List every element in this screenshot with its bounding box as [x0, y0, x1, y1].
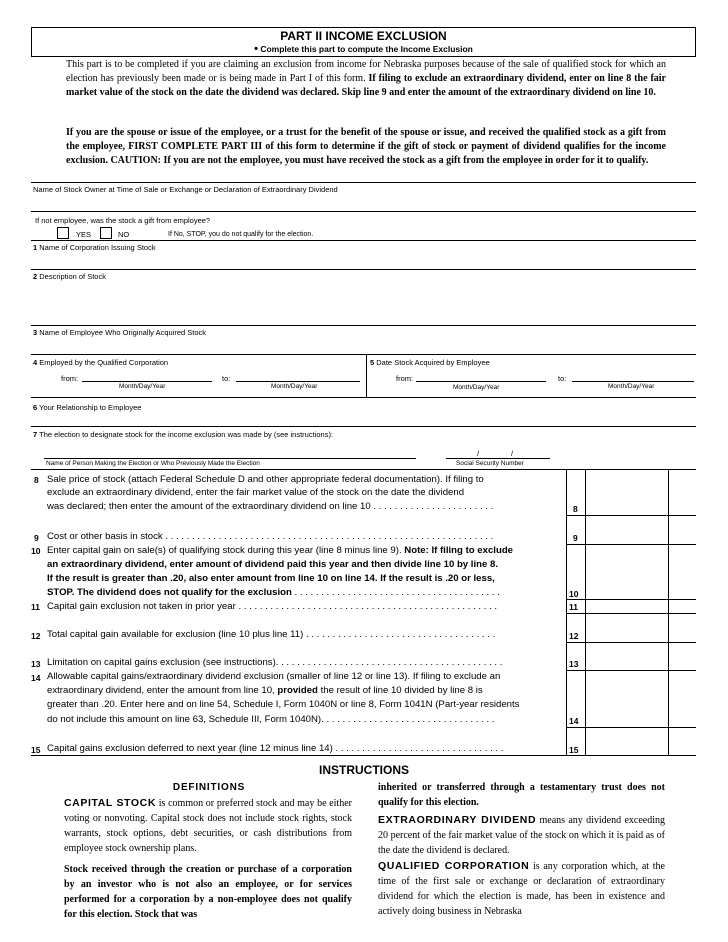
- no-label: NO: [118, 230, 130, 239]
- yes-label: YES: [76, 230, 92, 239]
- line-14-text-d: do not include this amount on line 63, Schedule III, Form 1040N). . . . . . . . . . . . . . . . . . . . . . . . . . . . . . . . .: [47, 714, 495, 725]
- rule: [31, 182, 696, 183]
- bullet-icon: •: [254, 43, 258, 55]
- capital-stock-text: is common or preferred stock and may be either voting or nonvoting. Capital stock does not include stock rights, stock warrants, stock options, debt securities, or cash distributions from employee stock ownership plans.: [64, 798, 352, 854]
- line-10-text-a: [47, 545, 513, 557]
- definitions-heading: DEFINITIONS: [172, 782, 246, 793]
- line-9-amount-rule: [566, 544, 696, 545]
- rule: [31, 240, 696, 241]
- field-4-text: Employed by the Qualified Corporation: [39, 358, 169, 367]
- elector-name-label: Name of Person Making the Election or Who Previously Made the Election: [46, 460, 260, 467]
- rule: [31, 397, 696, 398]
- capital-stock-definition: [64, 796, 352, 856]
- line-9-box-number: 9: [573, 533, 578, 543]
- line-9-amount[interactable]: [586, 529, 668, 544]
- rule: [31, 211, 696, 212]
- field-2-number: 2: [33, 272, 38, 281]
- extraordinary-dividend-definition: [378, 813, 665, 858]
- line-15-text: Capital gains exclusion deferred to next year (line 12 minus line 14) . . . . . . . . . . . . . . . . . . . . . . . . . . . . . . . .: [47, 743, 504, 754]
- field-4-label: [33, 358, 168, 367]
- qualified-corporation-text: is any corporation which, at the time of the first sale or exchange or declaration of extraordinary dividend for which the election is made, has been in existence and actively doing business in Nebraska: [378, 861, 665, 917]
- line-9-text: Cost or other basis in stock . . . . . . . . . . . . . . . . . . . . . . . . . . . . . . . . . . . . . . . . . . . . . . . . . . . . . . . . . . . . . .: [47, 531, 494, 542]
- line-10-text-a-normal: Enter capital gain on sale(s) of qualifying stock during this year (line 8 minus line 9).: [47, 545, 405, 556]
- f4-from-mdy: Month/Day/Year: [119, 383, 166, 390]
- extraordinary-dividend-text: means any dividend exceeding 20 percent of the fair market value of the stock on which it is paid as of the date the dividend is declared.: [378, 815, 665, 856]
- field-6-label: [33, 403, 141, 412]
- line-13-amount[interactable]: [586, 655, 668, 670]
- line-11-box-number: 11: [569, 602, 578, 612]
- inherited-paragraph: [378, 780, 665, 810]
- inherited-text: inherited or transferred through a testamentary trust does not qualify for this election.: [378, 782, 665, 808]
- line-14-text-b-1: extraordinary dividend, enter the amount from line 10,: [47, 685, 278, 696]
- field-6-text: Your Relationship to Employee: [39, 403, 142, 412]
- line-10-text-c: If the result is greater than .20, also enter amount from line 10 on line 14. If the result is .20 or less,: [47, 573, 495, 584]
- rule: [31, 325, 696, 326]
- intro-paragraph-1-bold: If filing to exclude an extraordinary dividend, enter on line 8 the fair market value of the stock on the date the dividend was declared. Skip line 9 and enter the amount of the extraordinary dividend on line 10.: [66, 73, 666, 98]
- line-13-text: Limitation on capital gains exclusion (see instructions). . . . . . . . . . . . . . . . . . . . . . . . . . . . . . . . . . . . . . . . . . .: [47, 657, 503, 668]
- part-title: PART II INCOME EXCLUSION: [280, 29, 447, 43]
- field-5-label: [370, 358, 490, 367]
- line-8-text-c: was declared; then enter the amount of the extraordinary dividend on line 10 . . . . . . . . . . . . . . . . . . . . . . .: [47, 501, 494, 512]
- extraordinary-dividend-term: EXTRAORDINARY DIVIDEND: [378, 814, 537, 826]
- f4-from-line: [82, 381, 212, 382]
- intro-paragraph-1: [66, 58, 666, 100]
- f4-from-label: from:: [61, 374, 79, 383]
- field-7-text: The election to designate stock for the income exclusion was made by (see instructions):: [39, 430, 334, 439]
- rule: [31, 269, 696, 270]
- f5-to-label: to:: [558, 374, 567, 383]
- part-subtitle: [31, 44, 696, 55]
- line-11-amount[interactable]: [586, 600, 668, 613]
- line-10-amount[interactable]: [586, 584, 668, 599]
- line-15-amount[interactable]: [586, 740, 668, 755]
- field-5-text: Date Stock Acquired by Employee: [376, 358, 490, 367]
- line-12-amount[interactable]: [586, 627, 668, 642]
- field-1-label: [33, 243, 156, 252]
- rule: [31, 354, 696, 355]
- line-12-amount-rule: [566, 642, 696, 643]
- line-8-box-number: 8: [573, 504, 578, 514]
- stock-received-paragraph: [64, 862, 352, 922]
- ssn-line: [446, 458, 550, 459]
- line-13-box-number: 13: [569, 659, 579, 669]
- rule: [31, 469, 696, 470]
- ssn-slash-1: /: [477, 449, 480, 458]
- line-10-text-d-dots: . . . . . . . . . . . . . . . . . . . . . . . . . . . . . . . . . . . . . . .: [291, 587, 500, 598]
- line-12-text: Total capital gain available for exclusion (line 10 plus line 11) . . . . . . . . . . . . . . . . . . . . . . . . . . . . . . . . . . . .: [47, 629, 496, 640]
- f5-from-line: [416, 381, 546, 382]
- line-10-box-number: 10: [569, 589, 579, 599]
- field-7-number: 7: [33, 430, 38, 439]
- ssn-slash-2: /: [511, 449, 514, 458]
- yes-checkbox[interactable]: [57, 227, 69, 239]
- rule: [31, 755, 696, 756]
- f5-to-line: [572, 381, 694, 382]
- line-number-column-left: [566, 469, 567, 755]
- stock-received-text: Stock received through the creation or purchase of a corporation by an investor who is not also an employee, or for services performed for a corporation by a non-employee does not qualify for this election. Stock that was: [64, 864, 352, 920]
- line-11-text: Capital gain exclusion not taken in prior year . . . . . . . . . . . . . . . . . . . . . . . . . . . . . . . . . . . . . . . . . . . . . . . . .: [47, 601, 497, 612]
- line-11-amount-rule: [566, 613, 696, 614]
- field-5-number: 5: [370, 358, 375, 367]
- field-1-text: Name of Corporation Issuing Stock: [39, 243, 156, 252]
- line-8-amount[interactable]: [586, 500, 668, 515]
- line-12-box-number: 12: [569, 631, 579, 641]
- line-14-text-a: Allowable capital gains/extraordinary dividend exclusion (smaller of line 12 or line 13). If filing to exclude an: [47, 671, 501, 682]
- if-no-stop-label: If No, STOP, you do not qualify for the election.: [168, 231, 314, 238]
- divider: [366, 354, 367, 397]
- line-14-text-c: greater than .20. Enter here and on line 54, Schedule I, Form 1040N or line 8, Form 1041N (Part-year residents: [47, 699, 520, 710]
- line-14-text-b: [47, 685, 483, 697]
- part-subtitle-text: Complete this part to compute the Income Exclusion: [260, 44, 473, 54]
- ssn-label: Social Security Number: [456, 460, 524, 467]
- rule: [31, 426, 696, 427]
- line-8-text-b: exclude an extraordinary dividend, enter the fair market value of the stock on the date the dividend: [47, 487, 465, 498]
- line-14-box-number: 14: [569, 716, 579, 726]
- line-8-amount-rule: [566, 515, 696, 516]
- line-13-amount-rule: [566, 670, 696, 671]
- field-1-number: 1: [33, 243, 38, 252]
- line-10-text-d-bold: STOP. The dividend does not qualify for the exclusion: [47, 587, 292, 598]
- f5-to-mdy: Month/Day/Year: [608, 383, 655, 390]
- line-14-amount-rule: [566, 727, 696, 728]
- field-7-label: [33, 430, 333, 439]
- line-14-amount[interactable]: [586, 712, 668, 727]
- stock-owner-label: Name of Stock Owner at Time of Sale or Exchange or Declaration of Extraordinary Dividend: [33, 185, 338, 194]
- line-15-number: 15: [31, 745, 41, 755]
- field-3-number: 3: [33, 328, 38, 337]
- field-3-label: [33, 328, 206, 337]
- line-10-number: 10: [31, 546, 41, 556]
- line-14-number: 14: [31, 673, 41, 683]
- line-8-text-a: Sale price of stock (attach Federal Schedule D and other appropriate federal documentation). If filing to: [47, 474, 484, 485]
- capital-stock-term: CAPITAL STOCK: [64, 797, 157, 809]
- line-14-text-b-2: the result of line 10 divided by line 8 is: [317, 685, 483, 696]
- line-9-number: 9: [34, 533, 39, 543]
- line-8-number: 8: [34, 475, 39, 485]
- line-13-number: 13: [31, 659, 41, 669]
- line-10-text-d: [47, 587, 500, 599]
- line-10-text-b: an extraordinary dividend, enter amount of dividend paid this year and then divide line 10 by line 8.: [47, 559, 499, 570]
- line-11-number: 11: [31, 602, 40, 612]
- f4-to-line: [236, 381, 360, 382]
- line-14-text-b-bold: provided: [277, 685, 318, 696]
- f5-from-label: from:: [396, 374, 414, 383]
- intro-paragraph-2: [66, 126, 666, 168]
- f4-to-label: to:: [222, 374, 231, 383]
- elector-name-line: [44, 458, 416, 459]
- instructions-title: INSTRUCTIONS: [319, 763, 409, 777]
- line-10-text-a-bold: Note: If filing to exclude: [404, 545, 514, 556]
- field-2-label: [33, 272, 106, 281]
- intro-paragraph-1-text: This part is to be completed if you are claiming an exclusion from income for Nebraska purposes because of the sale of qualified stock for which an election has previously been made or is being made in Part I of this form.: [66, 59, 666, 84]
- field-3-text: Name of Employee Who Originally Acquired Stock: [39, 328, 207, 337]
- qualified-corporation-term: QUALIFIED CORPORATION: [378, 860, 530, 872]
- cents-column-divider: [668, 469, 669, 755]
- field-2-text: Description of Stock: [39, 272, 106, 281]
- f4-to-mdy: Month/Day/Year: [271, 383, 318, 390]
- line-15-box-number: 15: [569, 745, 579, 755]
- no-checkbox[interactable]: [100, 227, 112, 239]
- intro-paragraph-2-text: If you are the spouse or issue of the employee, or a trust for the benefit of the spouse or issue, and received the qualified stock as a gift from the employee, FIRST COMPLETE PART III of this form to determine if the gift of stock or payment of dividend qualifies for the income exclusion. CAUTION: If you are not the employee, you must have received the stock as a gift from the employee in order for it to qualify.: [66, 127, 666, 166]
- gift-question-label: If not employee, was the stock a gift from employee?: [35, 216, 211, 225]
- line-12-number: 12: [31, 631, 41, 641]
- qualified-corporation-definition: [378, 859, 665, 919]
- f5-from-mdy: Month/Day/Year: [453, 384, 500, 391]
- field-4-number: 4: [33, 358, 38, 367]
- field-6-number: 6: [33, 403, 38, 412]
